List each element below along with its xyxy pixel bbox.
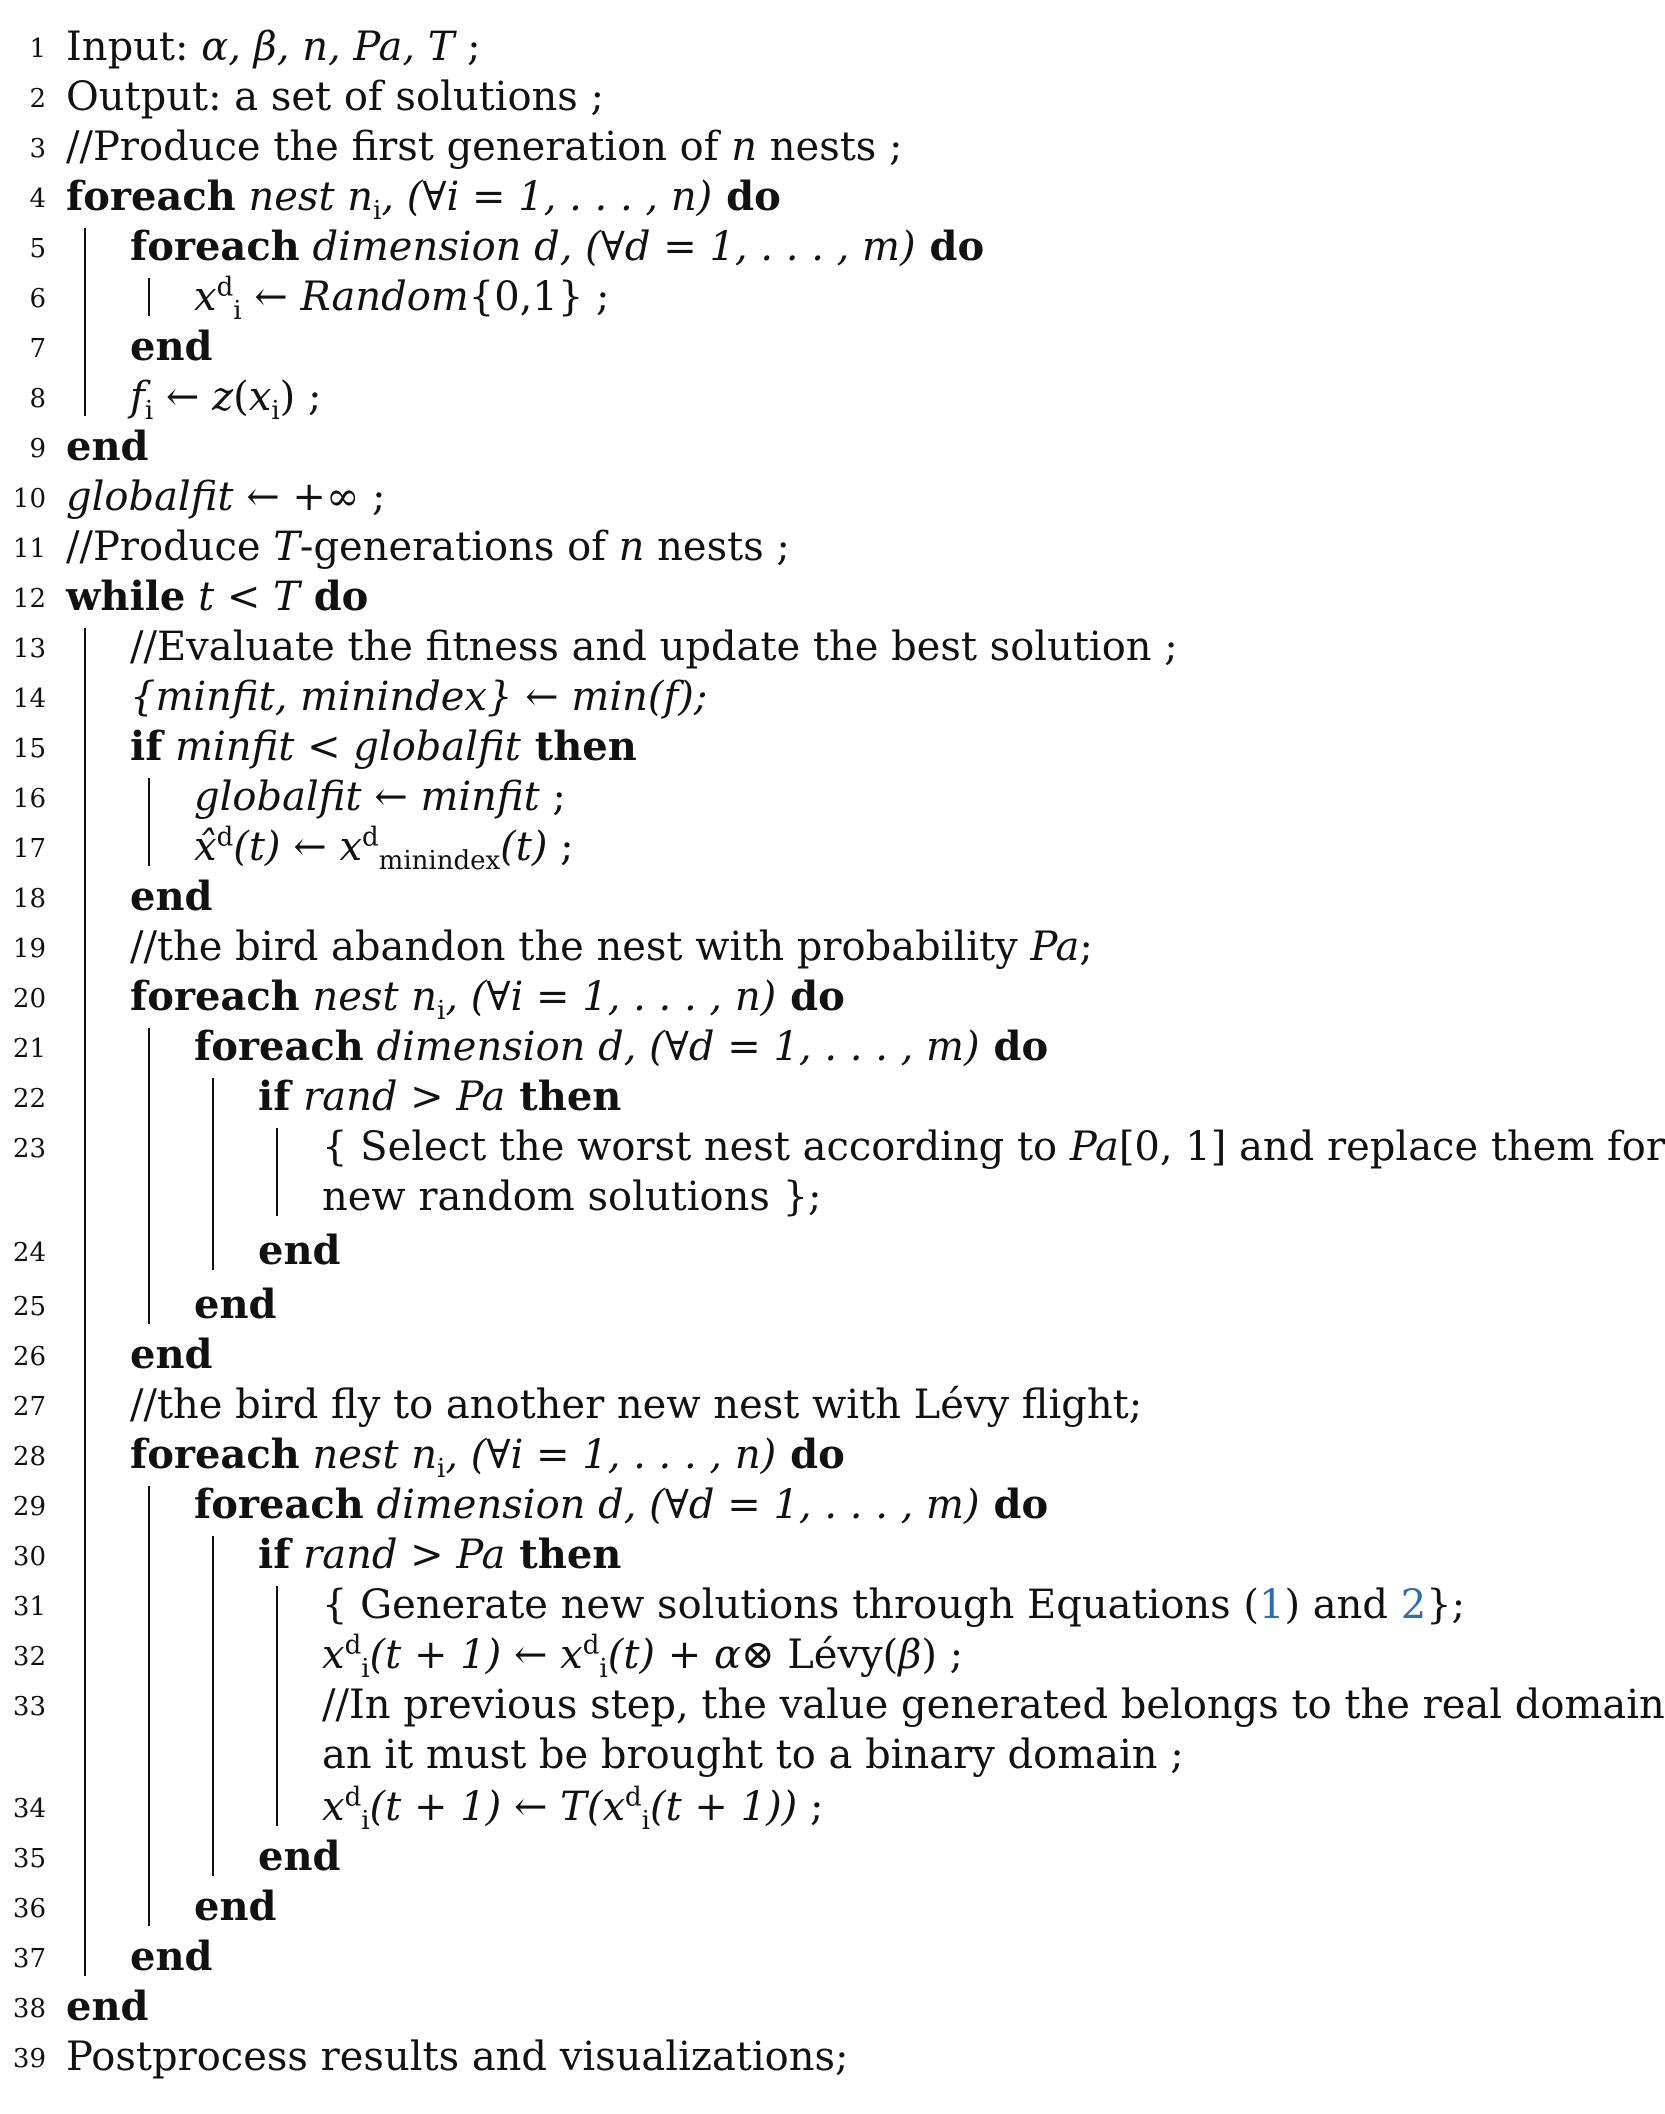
algorithm-line <box>0 272 1568 326</box>
algorithm-line <box>0 822 1568 876</box>
line-number: 32 <box>12 1642 46 1672</box>
code-text <box>130 1380 1142 1430</box>
block-guide-line <box>148 1028 150 1324</box>
code-token: x <box>322 1784 345 1830</box>
algorithm-line <box>0 772 1568 822</box>
block-guide-line <box>212 1078 214 1270</box>
code-token: Output: a set of solutions ; <box>66 74 605 120</box>
code-token: globalfit <box>194 774 362 820</box>
keyword: end <box>66 1983 149 2030</box>
code-token: ; <box>797 1784 824 1830</box>
code-token: n <box>731 124 758 170</box>
code-token: , (∀i = 1, . . . , n) <box>381 174 713 220</box>
algorithm-line <box>0 1882 1568 1932</box>
line-number: 34 <box>12 1794 46 1824</box>
line-number: 20 <box>12 984 46 1014</box>
block-guide-line <box>148 1486 150 1926</box>
line-number: 4 <box>29 184 46 214</box>
line-number: 28 <box>12 1442 46 1472</box>
line-number: 17 <box>12 834 46 864</box>
code-token: ; <box>547 824 574 870</box>
keyword: do <box>776 1431 845 1478</box>
algorithm-line <box>0 1022 1568 1072</box>
code-token: (t) + α <box>607 1632 741 1678</box>
code-token: β <box>898 1632 922 1678</box>
code-token: ) ; <box>921 1632 964 1678</box>
code-text <box>130 372 322 426</box>
line-number: 31 <box>12 1592 46 1622</box>
code-token: ; <box>1079 924 1093 970</box>
code-token: (t + 1) ← T(x <box>369 1784 626 1830</box>
keyword: do <box>979 1481 1049 1528</box>
code-token: f <box>130 374 145 420</box>
line-number: 30 <box>12 1542 46 1572</box>
code-token: minfit < globalfit <box>162 724 521 770</box>
code-token: i <box>437 996 446 1026</box>
code-text <box>66 22 481 72</box>
equation-ref-link[interactable]: 1 <box>1259 1582 1285 1628</box>
code-text <box>322 1580 1465 1630</box>
keyword: foreach <box>130 223 300 270</box>
algorithm-line <box>0 1530 1568 1580</box>
code-text <box>66 1982 149 2032</box>
code-text <box>66 72 604 122</box>
code-text <box>194 1882 277 1932</box>
code-token: { Select the worst nest according to <box>322 1124 1070 1170</box>
code-text <box>258 1530 621 1580</box>
code-token: //Produce <box>66 524 274 570</box>
line-number: 5 <box>29 234 46 264</box>
code-text <box>322 1122 1665 1172</box>
code-token: d <box>344 1630 362 1661</box>
code-token: nest n <box>235 174 373 220</box>
line-number: 15 <box>12 734 46 764</box>
algorithm-line <box>0 522 1568 572</box>
code-token: α, β, n, Pa, T <box>201 24 455 70</box>
line-number: 7 <box>29 334 46 364</box>
algorithm-line <box>0 222 1568 272</box>
keyword: foreach <box>130 973 300 1020</box>
code-token: d <box>362 822 379 853</box>
code-text <box>130 1330 213 1380</box>
line-number: 6 <box>29 284 46 314</box>
code-text <box>258 1832 341 1882</box>
keyword: do <box>712 173 781 220</box>
code-token: //the bird fly to another new nest with Lévy flight; <box>130 1382 1143 1428</box>
code-token: ( <box>233 374 249 420</box>
algorithm-line <box>0 422 1568 472</box>
code-token: i <box>437 1454 446 1484</box>
code-token: { Generate new solutions through Equations ( <box>322 1582 1260 1628</box>
keyword: while <box>66 573 186 620</box>
code-text <box>130 622 1178 672</box>
code-token: t < T <box>185 574 300 620</box>
code-token: ← <box>153 374 213 420</box>
line-number: 9 <box>29 434 46 464</box>
keyword: if <box>130 723 163 770</box>
code-token: ⊗ Lévy( <box>740 1632 899 1678</box>
keyword: end <box>258 1833 341 1880</box>
code-token: i <box>361 1806 370 1836</box>
keyword: end <box>130 323 213 370</box>
keyword: foreach <box>130 1431 300 1478</box>
code-token: i <box>641 1806 650 1836</box>
algorithm-line <box>0 1280 1568 1330</box>
code-token: //In previous step, the value generated belongs to the real domain <box>322 1682 1665 1728</box>
line-number: 24 <box>12 1238 46 1268</box>
code-text <box>194 772 566 822</box>
code-token: i <box>144 396 154 426</box>
line-number: 19 <box>12 934 46 964</box>
line-number: 37 <box>12 1944 46 1974</box>
code-token: (t + 1) ← x <box>369 1632 583 1678</box>
code-token: nests ; <box>644 524 790 570</box>
algorithm-line <box>0 372 1568 426</box>
keyword: then <box>505 1073 622 1120</box>
code-text <box>194 1280 277 1330</box>
line-number: 11 <box>12 534 46 564</box>
algorithm-line <box>0 1932 1568 1982</box>
code-token: dimension d, (∀d = 1, . . . , m) <box>363 1024 980 1070</box>
code-token: dimension d, (∀d = 1, . . . , m) <box>299 224 916 270</box>
line-number: 14 <box>12 684 46 714</box>
algorithm-line <box>0 1630 1568 1684</box>
code-token: an it must be brought to a binary domain ; <box>322 1732 1184 1778</box>
algorithm-line <box>0 72 1568 122</box>
line-number: 12 <box>12 584 46 614</box>
algorithm-line <box>0 1330 1568 1380</box>
algorithm-line <box>0 322 1568 372</box>
code-token: rand > Pa <box>290 1532 506 1578</box>
keyword: end <box>194 1883 277 1930</box>
code-token: i <box>271 396 280 426</box>
keyword: end <box>130 1331 213 1378</box>
code-text <box>66 472 385 522</box>
algorithm-line <box>0 1580 1568 1630</box>
code-text <box>194 1022 1048 1072</box>
algorithm-line <box>0 1782 1568 1836</box>
code-text <box>66 572 368 622</box>
line-number: 1 <box>29 34 46 64</box>
algorithm-line <box>0 1730 1568 1780</box>
code-text <box>66 2032 849 2082</box>
algorithm-line <box>0 2032 1568 2082</box>
algorithm-line <box>0 172 1568 226</box>
code-text <box>322 1630 964 1684</box>
algorithm-line <box>0 1832 1568 1882</box>
code-token: nest n <box>299 974 437 1020</box>
keyword: end <box>130 873 213 920</box>
code-token: d <box>582 1630 600 1661</box>
code-text <box>322 1172 822 1222</box>
line-number: 26 <box>12 1342 46 1372</box>
code-token: [0, 1] and replace them for <box>1118 1124 1665 1170</box>
code-token: i <box>361 1654 370 1684</box>
block-guide-line <box>212 1536 214 1876</box>
line-number: 3 <box>29 134 46 164</box>
algorithm-line <box>0 1226 1568 1276</box>
keyword: do <box>299 573 369 620</box>
code-token: ) ; <box>279 374 322 420</box>
algorithm-line <box>0 1982 1568 2032</box>
equation-ref-link[interactable]: 2 <box>1400 1582 1427 1628</box>
code-text <box>130 672 707 722</box>
keyword: end <box>130 1933 213 1980</box>
code-text <box>66 422 149 472</box>
code-token: , (∀i = 1, . . . , n) <box>445 974 777 1020</box>
keyword: then <box>505 1531 622 1578</box>
code-token: n <box>618 524 645 570</box>
line-number: 23 <box>12 1134 46 1164</box>
line-number: 2 <box>29 84 46 114</box>
code-token: ; <box>454 24 481 70</box>
code-token: x <box>322 1632 345 1678</box>
keyword: foreach <box>66 173 236 220</box>
algorithm-line <box>0 1172 1568 1222</box>
block-guide-line <box>84 228 86 416</box>
code-text <box>194 272 610 326</box>
code-token: x̂ <box>194 824 217 870</box>
line-number: 29 <box>12 1492 46 1522</box>
code-text <box>130 722 637 772</box>
line-number: 8 <box>29 384 46 414</box>
code-token: new random solutions }; <box>322 1174 822 1220</box>
code-token: ← <box>361 774 421 820</box>
line-number: 27 <box>12 1392 46 1422</box>
code-token: i <box>233 296 242 326</box>
line-number: 38 <box>12 1994 46 2024</box>
code-token: (t) <box>500 824 548 870</box>
code-token: Postprocess results and visualizations; <box>66 2034 849 2080</box>
code-text <box>66 172 781 226</box>
algorithm-line <box>0 572 1568 622</box>
code-text <box>194 1480 1048 1530</box>
line-number: 16 <box>12 784 46 814</box>
keyword: end <box>66 423 149 470</box>
code-token: T <box>273 524 300 570</box>
code-text <box>66 522 790 572</box>
code-text <box>130 1430 845 1484</box>
code-text <box>258 1072 621 1122</box>
keyword: do <box>776 973 845 1020</box>
line-number: 33 <box>12 1692 46 1722</box>
code-token: {minfit, minindex} ← min(f); <box>130 674 708 720</box>
code-text <box>130 1932 213 1982</box>
code-text <box>130 922 1093 972</box>
algorithm-line <box>0 872 1568 922</box>
code-token: //the bird abandon the nest with probability <box>130 924 1031 970</box>
keyword: end <box>258 1227 341 1274</box>
code-token: Random <box>300 274 469 320</box>
algorithm-line <box>0 922 1568 972</box>
code-token: i <box>599 1654 608 1684</box>
line-number: 18 <box>12 884 46 914</box>
code-text <box>322 1730 1184 1780</box>
algorithm-line <box>0 1122 1665 1172</box>
code-text <box>258 1226 341 1276</box>
keyword: end <box>194 1281 277 1328</box>
line-number: 36 <box>12 1894 46 1924</box>
code-token: ← <box>241 274 301 320</box>
algorithm-line <box>0 1430 1568 1484</box>
code-token: -generations of <box>299 524 619 570</box>
code-token: ← +∞ ; <box>233 474 386 520</box>
code-token: Pa <box>1069 1124 1119 1170</box>
code-token: minfit <box>420 774 540 820</box>
code-token: d <box>344 1782 362 1813</box>
algorithm-line <box>0 1480 1568 1530</box>
algorithm-line <box>0 1680 1665 1730</box>
algorithm-line <box>0 672 1568 722</box>
code-token: nest n <box>299 1432 437 1478</box>
algorithm-line <box>0 722 1568 772</box>
algorithm-line <box>0 472 1568 522</box>
line-number: 21 <box>12 1034 46 1064</box>
block-guide-line <box>148 778 150 866</box>
code-token: }; <box>1426 1582 1466 1628</box>
code-token: {0,1} ; <box>468 274 610 320</box>
code-token: dimension d, (∀d = 1, . . . , m) <box>363 1482 980 1528</box>
code-text <box>130 872 213 922</box>
code-text <box>130 222 984 272</box>
code-token: x <box>248 374 272 420</box>
code-token: , (∀i = 1, . . . , n) <box>445 1432 777 1478</box>
code-token: //Produce the first generation of <box>66 124 732 170</box>
block-guide-line <box>276 1586 278 1826</box>
code-token: (t + 1)) <box>650 1784 798 1830</box>
code-token: z <box>212 374 234 420</box>
code-token: d <box>625 1782 642 1813</box>
algorithm-line <box>0 622 1568 672</box>
line-number: 22 <box>12 1084 46 1114</box>
algorithm-line <box>0 1072 1568 1122</box>
code-token: ) and <box>1284 1582 1401 1628</box>
code-token: nests ; <box>757 124 903 170</box>
keyword: do <box>979 1023 1049 1070</box>
code-token: Pa <box>1030 924 1080 970</box>
line-number: 39 <box>12 2044 46 2074</box>
algorithm-line <box>0 972 1568 1026</box>
code-token: (t) ← x <box>233 824 363 870</box>
code-token: rand > Pa <box>290 1074 506 1120</box>
code-text <box>130 322 213 372</box>
algorithm-line <box>0 1380 1568 1430</box>
code-token: d <box>216 272 234 303</box>
code-token: globalfit <box>66 474 234 520</box>
code-text <box>322 1680 1665 1730</box>
block-guide-line <box>276 1128 278 1216</box>
keyword: if <box>258 1531 291 1578</box>
keyword: do <box>915 223 985 270</box>
code-text <box>322 1782 824 1836</box>
line-number: 35 <box>12 1844 46 1874</box>
line-number: 10 <box>12 484 46 514</box>
keyword: if <box>258 1073 291 1120</box>
code-token: i <box>373 196 382 226</box>
code-token: Input: <box>66 24 202 70</box>
code-text <box>194 822 574 876</box>
block-guide-line <box>84 628 86 1976</box>
line-number: 13 <box>12 634 46 664</box>
algorithm-line <box>0 122 1568 172</box>
code-token: //Evaluate the fitness and update the best solution ; <box>130 624 1178 670</box>
block-guide-line <box>148 278 150 316</box>
keyword: foreach <box>194 1023 364 1070</box>
code-token: ; <box>539 774 566 820</box>
keyword: foreach <box>194 1481 364 1528</box>
code-text <box>66 122 903 172</box>
code-token: x <box>194 274 217 320</box>
code-text <box>130 972 845 1026</box>
keyword: then <box>520 723 637 770</box>
line-number: 25 <box>12 1292 46 1322</box>
algorithm-line <box>0 22 1568 72</box>
code-token: d <box>216 822 234 853</box>
code-token: minindex <box>378 846 501 876</box>
